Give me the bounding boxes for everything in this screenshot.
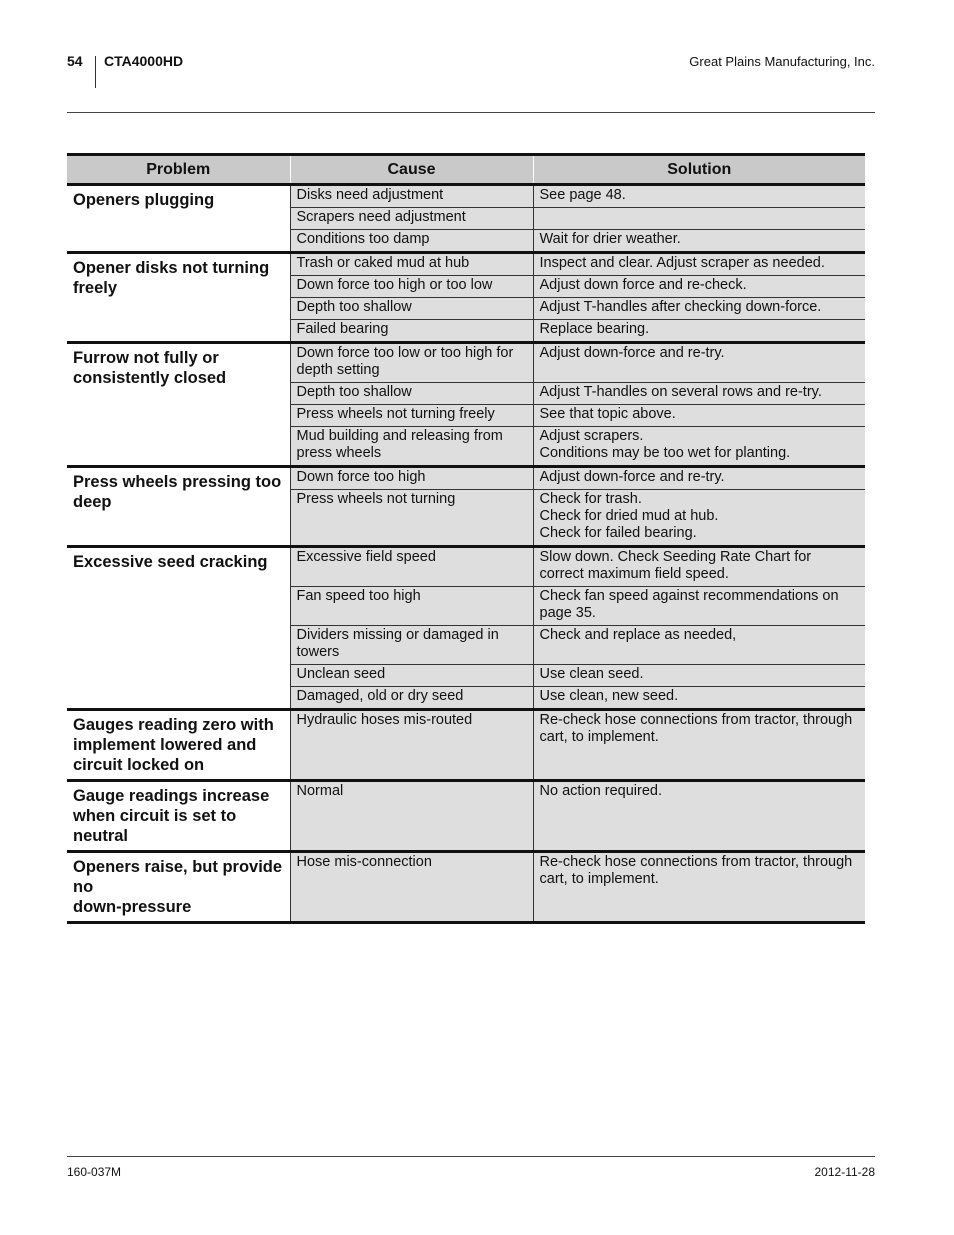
table-row <box>67 343 865 383</box>
solution-cell: Adjust T-handles on several rows and re-try. <box>533 383 865 405</box>
cause-cell: Conditions too damp <box>290 230 533 253</box>
cause-cell: Hydraulic hoses mis-routed <box>290 710 533 781</box>
cause-cell: Unclean seed <box>290 665 533 687</box>
cause-cell: Failed bearing <box>290 320 533 343</box>
column-header-problem: Problem <box>67 155 290 185</box>
model-name: CTA4000HD <box>104 53 184 69</box>
table-row <box>67 781 865 852</box>
cause-cell: Dividers missing or damaged in towers <box>290 626 533 665</box>
cause-cell: Depth too shallow <box>290 383 533 405</box>
solution-cell: Adjust T-handles after checking down-force. <box>533 298 865 320</box>
table-header-row <box>67 155 865 185</box>
table-row <box>67 547 865 587</box>
cause-cell: Down force too high or too low <box>290 276 533 298</box>
cause-cell: Trash or caked mud at hub <box>290 253 533 276</box>
solution-cell: Adjust down-force and re-try. <box>533 343 865 383</box>
cause-cell: Down force too low or too high for depth setting <box>290 343 533 383</box>
solution-cell: See page 48. <box>533 185 865 208</box>
solution-cell: Check and replace as needed, <box>533 626 865 665</box>
column-header-cause: Cause <box>290 155 533 185</box>
cause-cell: Hose mis-connection <box>290 852 533 923</box>
cause-cell: Press wheels not turning freely <box>290 405 533 427</box>
problem-cell: Openers plugging <box>67 185 290 253</box>
problem-cell: Gauges reading zero with implement lowered and circuit locked on <box>67 710 290 781</box>
cause-cell: Fan speed too high <box>290 587 533 626</box>
problem-cell: Furrow not fully or consistently closed <box>67 343 290 467</box>
cause-cell: Down force too high <box>290 467 533 490</box>
header-rule <box>67 112 875 113</box>
cause-cell: Excessive field speed <box>290 547 533 587</box>
document-number: 160-037M <box>67 1165 122 1179</box>
solution-cell: Adjust scrapers. Conditions may be too wet for planting. <box>533 427 865 467</box>
solution-cell: Use clean, new seed. <box>533 687 865 710</box>
column-header-solution: Solution <box>533 155 865 185</box>
solution-cell: See that topic above. <box>533 405 865 427</box>
cause-cell: Damaged, old or dry seed <box>290 687 533 710</box>
problem-cell: Gauge readings increase when circuit is set to neutral <box>67 781 290 852</box>
cause-cell: Disks need adjustment <box>290 185 533 208</box>
solution-cell: Use clean seed. <box>533 665 865 687</box>
solution-cell: Re-check hose connections from tractor, through cart, to implement. <box>533 852 865 923</box>
table-row <box>67 253 865 276</box>
footer-rule <box>67 1156 875 1157</box>
cause-cell: Normal <box>290 781 533 852</box>
problem-cell: Openers raise, but provide no down-pressure <box>67 852 290 923</box>
solution-cell: Adjust down-force and re-try. <box>533 467 865 490</box>
cause-cell: Depth too shallow <box>290 298 533 320</box>
problem-cell: Excessive seed cracking <box>67 547 290 710</box>
solution-cell: Re-check hose connections from tractor, through cart, to implement. <box>533 710 865 781</box>
solution-cell: Check fan speed against recommendations on page 35. <box>533 587 865 626</box>
table-row <box>67 710 865 781</box>
table-row <box>67 852 865 923</box>
problem-cell: Opener disks not turning freely <box>67 253 290 343</box>
table-row <box>67 185 865 208</box>
solution-cell: Replace bearing. <box>533 320 865 343</box>
solution-cell <box>533 208 865 230</box>
company-name: Great Plains Manufacturing, Inc. <box>689 54 875 69</box>
table-row <box>67 467 865 490</box>
solution-cell: Adjust down force and re-check. <box>533 276 865 298</box>
problem-cell: Press wheels pressing too deep <box>67 467 290 547</box>
solution-cell: No action required. <box>533 781 865 852</box>
solution-cell: Wait for drier weather. <box>533 230 865 253</box>
cause-cell: Press wheels not turning <box>290 490 533 547</box>
table-body <box>67 185 865 923</box>
troubleshooting-table <box>67 153 865 924</box>
cause-cell: Mud building and releasing from press wheels <box>290 427 533 467</box>
page-number: 54 <box>67 53 83 69</box>
solution-cell: Slow down. Check Seeding Rate Chart for correct maximum field speed. <box>533 547 865 587</box>
solution-cell: Check for trash. Check for dried mud at hub. Check for failed bearing. <box>533 490 865 547</box>
header-divider <box>95 56 96 88</box>
document-date: 2012-11-28 <box>814 1165 875 1179</box>
solution-cell: Inspect and clear. Adjust scraper as needed. <box>533 253 865 276</box>
cause-cell: Scrapers need adjustment <box>290 208 533 230</box>
